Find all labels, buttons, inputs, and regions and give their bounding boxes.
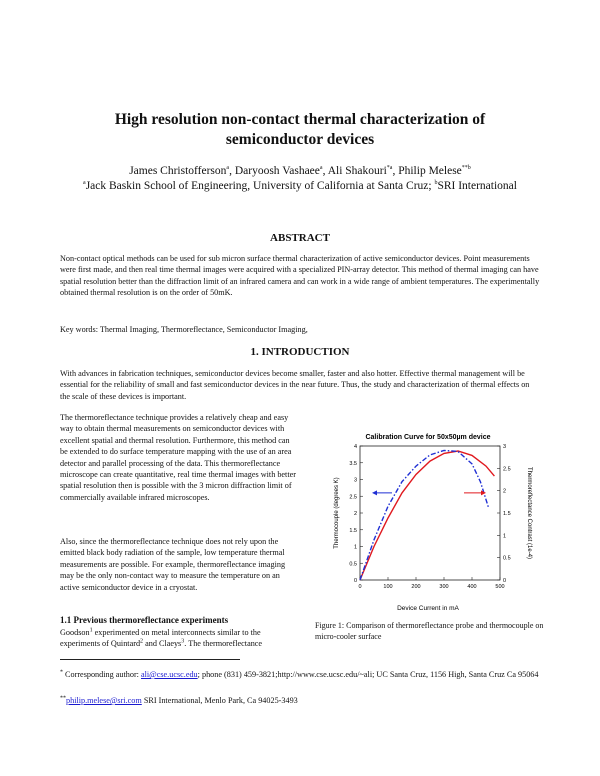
y-axis-label: Thermocouple (degrees K)	[334, 477, 340, 549]
coauthor-email-link[interactable]: philip.melese@sri.com	[66, 696, 142, 705]
y-tick-label: 0	[353, 578, 357, 584]
author-affiliation-mark: *a	[386, 165, 393, 172]
keywords: Key words: Thermal Imaging, Thermoreflectance, Semiconductor Imaging,	[60, 325, 308, 334]
x-axis-label: Device Current in mA	[397, 605, 459, 612]
x-tick-label: 500	[495, 584, 505, 590]
y-tick-label: 3	[353, 477, 357, 484]
footnote-mark: *	[60, 669, 63, 676]
x-tick-label: 100	[383, 584, 393, 590]
affiliation-mark: a	[83, 180, 86, 187]
footnote-text: SRI International, Menlo Park, Ca 94025-3493	[141, 696, 298, 705]
author-affiliation-mark: a	[319, 165, 323, 172]
y2-axis-label: Thermoreflectance Contrast (1e-4)	[526, 466, 532, 560]
title-line-2: semiconductor devices	[225, 131, 375, 148]
series-line-thermoreflectance	[360, 451, 489, 581]
calibration-chart	[318, 430, 548, 615]
paragraph-text: . The thermoreflectance	[184, 639, 263, 649]
series-line-thermocouple	[360, 451, 494, 580]
y2-tick-label: 2	[503, 488, 507, 495]
affiliation-a: Jack Baskin School of Engineering, University of California at Santa Cruz;	[85, 180, 435, 192]
author-separator: ,	[392, 165, 399, 177]
paragraph-text: experimented on metal interconnects similar to the experiments of Quintard	[60, 628, 261, 649]
y-tick-label: 2	[353, 511, 357, 517]
footnote-rule	[60, 659, 240, 660]
y-tick-label: 1.5	[349, 527, 357, 534]
footnote-text: Corresponding author:	[63, 670, 141, 679]
x-tick-label: 400	[467, 584, 477, 590]
author-separator: ,	[322, 165, 328, 177]
citation-ref: 2	[140, 638, 144, 645]
intro-paragraph-4	[60, 627, 296, 650]
y2-tick-label: 3	[503, 444, 507, 450]
y2-tick-label: 1	[503, 533, 507, 540]
x-tick-label: 0	[358, 584, 362, 590]
y-tick-label: 1	[353, 544, 357, 551]
y-axis-ticks	[349, 444, 363, 584]
figure-caption: Figure 1: Comparison of thermoreflectance probe and thermocouple on micro-cooler surface	[315, 621, 544, 641]
series-group	[360, 451, 494, 581]
left-arrowhead	[372, 490, 377, 495]
affiliation-mark: b	[434, 180, 438, 187]
abstract-text: Non-contact optical methods can be used for sub micron surface thermal characterization of active semiconductor devices. Point measurements were first made, and then real time thermal images were acquired with a specialized PIN-array detector. This method of thermal imaging can have spatial resolution better than the diffraction limit of an infrared camera and can work in a wide range of ambient temperatures. The experimentally obtained thermal resolution is on the order of 50mK.	[60, 254, 540, 298]
intro-heading: 1. INTRODUCTION	[250, 346, 350, 358]
x-axis-ticks	[358, 577, 507, 590]
axis-markers	[372, 490, 486, 495]
footnote-2	[60, 695, 550, 706]
y2-tick-label: 0.5	[503, 555, 511, 562]
affiliation-b: SRI International	[437, 180, 517, 192]
author-name: Daryoosh Vashaee	[234, 165, 320, 177]
intro-paragraph-3: Also, since the thermoreflectance technique does not rely upon the emitted black body radiation of the sample, low temperature thermal measurements are possible. For example, thermoreflectance imaging may be the only non-contact way to measure the temperature on an active semiconductor device in a cryostat.	[60, 537, 286, 592]
title-line-1: High resolution non-contact thermal characterization of	[114, 111, 486, 128]
x-tick-label: 300	[439, 584, 449, 590]
y-tick-label: 3.5	[349, 460, 357, 467]
footnote-mark: **	[60, 695, 66, 702]
author-name: James Christofferson	[129, 165, 227, 177]
y2-tick-label: 0	[503, 578, 507, 584]
citation-ref: 3	[181, 638, 185, 645]
abstract-heading: ABSTRACT	[270, 232, 330, 244]
citation-ref: 1	[89, 627, 93, 634]
y-tick-label: 2.5	[349, 494, 357, 501]
paragraph-text: and Claeys	[143, 639, 182, 649]
y2-tick-label: 1.5	[503, 511, 511, 517]
intro-paragraph-2: The thermoreflectance technique provides a relatively cheap and easy way to obtain thermal measurements on semiconductor devices with excellent spatial and thermal resolution. Furthermore, this method can be extended to do surface temperature mapping with the use of an area detector and parallel processing of the data. This thermoreflectance microscope can create quantitative, real time thermal images with better spatial resolution then is possible with the 3 micron diffraction limit of commercially available infrared microscopes.	[60, 413, 296, 502]
paper-title	[60, 110, 540, 150]
footnote-text: ; phone (831) 459-3821;http://www.cse.ucsc.edu/~ali; UC Santa Cruz, 1156 High, Santa Cruz Ca 95064	[197, 670, 539, 679]
affiliations	[40, 179, 560, 194]
x-tick-label: 200	[411, 584, 421, 590]
chart-title: Calibration Curve for 50x50µm device	[365, 434, 491, 441]
y-tick-label: 4	[353, 444, 357, 450]
y2-axis-ticks	[497, 444, 511, 584]
author-name: Ali Shakouri	[327, 165, 387, 177]
plot-area	[360, 446, 500, 580]
intro-paragraph-1: With advances in fabrication techniques, semiconductor devices become smaller, faster and also hotter. Effective thermal management will be essential for the reliability of small and fast semiconductor devices in the near future. Thus, the study and characterization of thermal effects on the scale of these devices is important.	[60, 369, 530, 401]
author-affiliation-mark: **b	[461, 165, 471, 172]
citation-goodson: Goodson	[60, 628, 90, 637]
author-affiliation-mark: a	[226, 165, 230, 172]
author-separator: ,	[229, 165, 235, 177]
author-list	[40, 164, 560, 179]
author-name: Philip Melese	[398, 165, 462, 177]
y-tick-label: 0.5	[349, 561, 357, 568]
author-block	[40, 164, 560, 194]
y2-tick-label: 2.5	[503, 466, 511, 473]
subsection-heading: 1.1 Previous thermoreflectance experiments	[60, 615, 229, 625]
author-email-link[interactable]: ali@cse.ucsc.edu	[141, 670, 198, 679]
footnote-1	[60, 669, 550, 680]
